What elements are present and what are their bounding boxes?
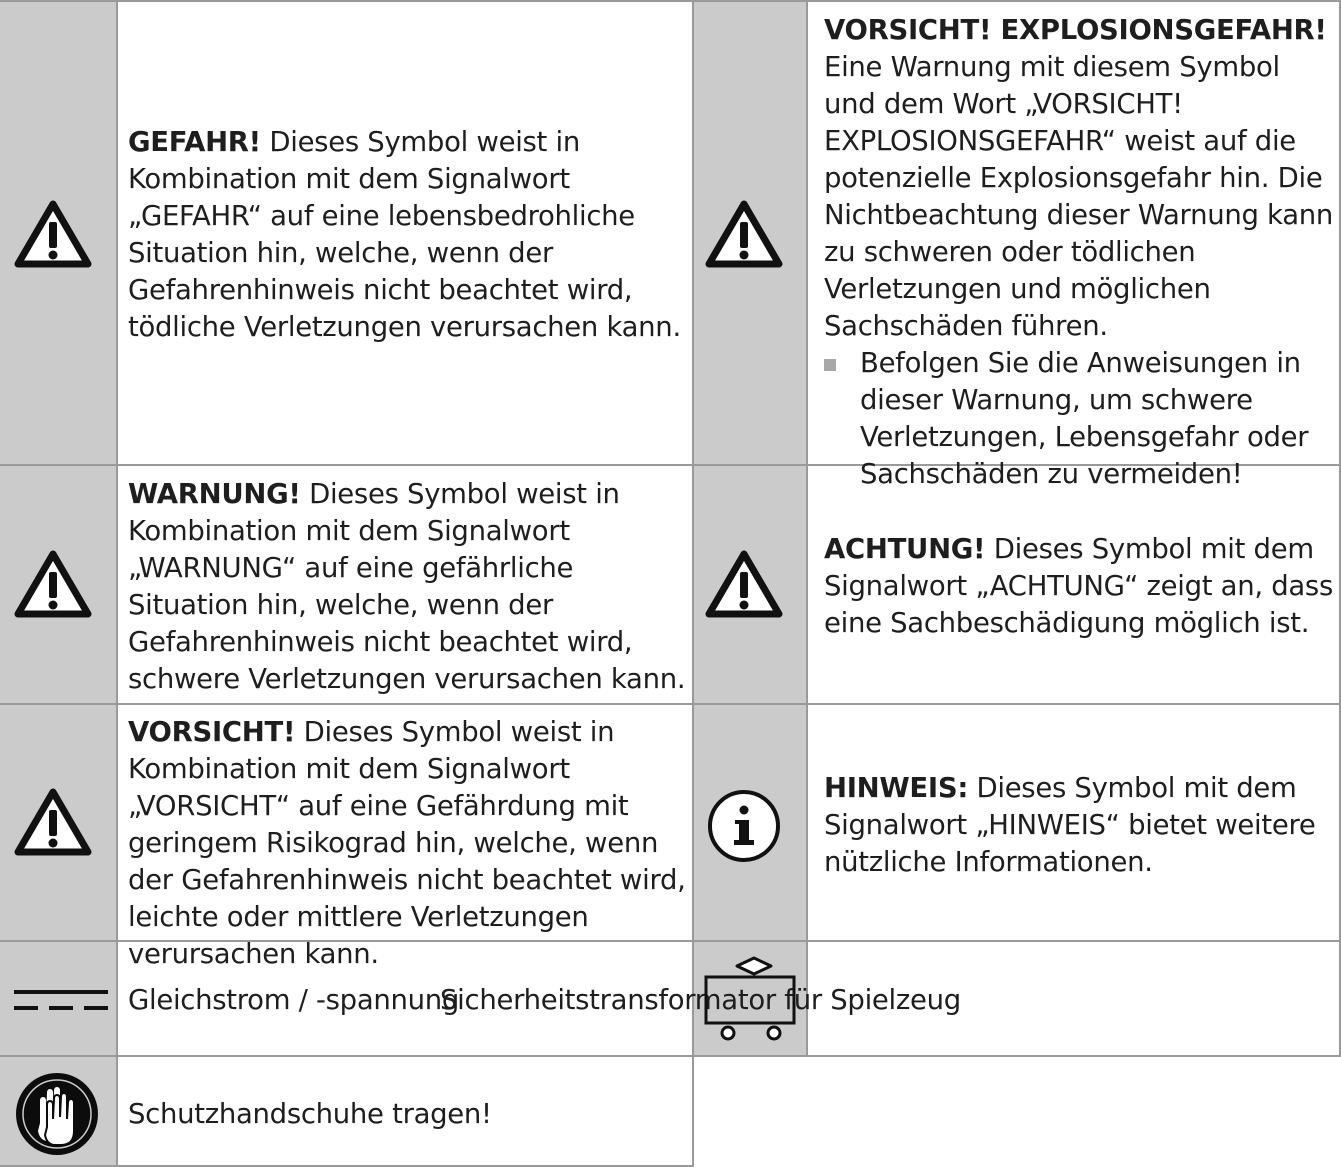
protective-gloves-icon <box>14 1071 100 1157</box>
warning-triangle-icon <box>705 200 783 268</box>
gefahr-body: Dieses Symbol weist in Kombination mit dem Signalwort „GEFAHR“ auf eine lebensbedrohliche Situation hin, welche, wenn der Gefahrenhinweis nicht beachtet wird, tödliche Verletzungen verursachen kann. <box>128 126 681 343</box>
explosion-body: Eine Warnung mit diesem Symbol und dem Wort „VORSICHT! EXPLOSIONSGEFAHR“ weist auf die potenzielle Explosionsgefahr hin. Die Nichtbeachtung dieser Warnung kann zu schweren oder tödlichen Verletzungen und möglichen Sachschäden führen. <box>824 51 1334 342</box>
row-divider-2 <box>0 703 1341 705</box>
hinweis-body: Dieses Symbol mit dem Signalwort „HINWEIS“ bietet weitere nützliche Informationen. <box>824 772 1316 878</box>
warnung-description <box>128 476 688 698</box>
dc-label: Gleichstrom / -spannung <box>128 984 460 1016</box>
explosion-bullet-text: Befolgen Sie die Anweisungen in dieser Warnung, um schwere Verletzungen, Lebensgefahr oder Sachschäden zu vermeiden! <box>860 347 1309 490</box>
gloves-label: Schutzhandschuhe tragen! <box>128 1098 492 1130</box>
explosion-title: VORSICHT! EXPLOSIONSGEFAHR! <box>824 14 1327 46</box>
explosion-description <box>824 12 1336 493</box>
vorsicht-description <box>128 714 688 973</box>
safety-transformer-toy-icon <box>703 955 797 1043</box>
achtung-description <box>824 531 1336 642</box>
vorsicht-body: Dieses Symbol weist in Kombination mit dem Signalwort „VORSICHT“ auf eine Gefährdung mit geringem Risikograd hin, welche, wenn der Gefahrenhinweis nicht beachtet wird, leichte oder mittlere Verletzungen verursachen kann. <box>128 716 686 970</box>
info-circle-icon <box>706 788 782 864</box>
table-border-top <box>0 0 1341 2</box>
warning-triangle-icon <box>14 550 92 618</box>
gefahr-title: GEFAHR! <box>128 126 261 158</box>
icon-column-right <box>692 0 808 1056</box>
warning-triangle-icon <box>14 788 92 856</box>
warnung-title: WARNUNG! <box>128 478 301 510</box>
achtung-body: Dieses Symbol mit dem Signalwort „ACHTUNG“ zeigt an, dass eine Sachbeschädigung möglich ist. <box>824 533 1333 639</box>
hinweis-description <box>824 770 1336 881</box>
vorsicht-title: VORSICHT! <box>128 716 296 748</box>
achtung-title: ACHTUNG! <box>824 533 986 565</box>
explosion-bullet-item <box>824 345 1336 493</box>
transformer-label: Sicherheitstransformator für Spielzeug <box>440 984 961 1016</box>
gefahr-description <box>128 124 688 346</box>
direct-current-icon <box>14 988 108 1014</box>
hinweis-title: HINWEIS: <box>824 772 969 804</box>
warning-triangle-icon <box>14 200 92 268</box>
warnung-body: Dieses Symbol weist in Kombination mit dem Signalwort „WARNUNG“ auf eine gefährliche Situation hin, welche, wenn der Gefahrenhinweis nicht beachtet wird, schwere Verletzungen verursachen kann. <box>128 478 686 695</box>
warning-triangle-icon <box>705 550 783 618</box>
square-bullet-icon <box>824 359 836 371</box>
row-divider-4 <box>0 1055 1341 1057</box>
